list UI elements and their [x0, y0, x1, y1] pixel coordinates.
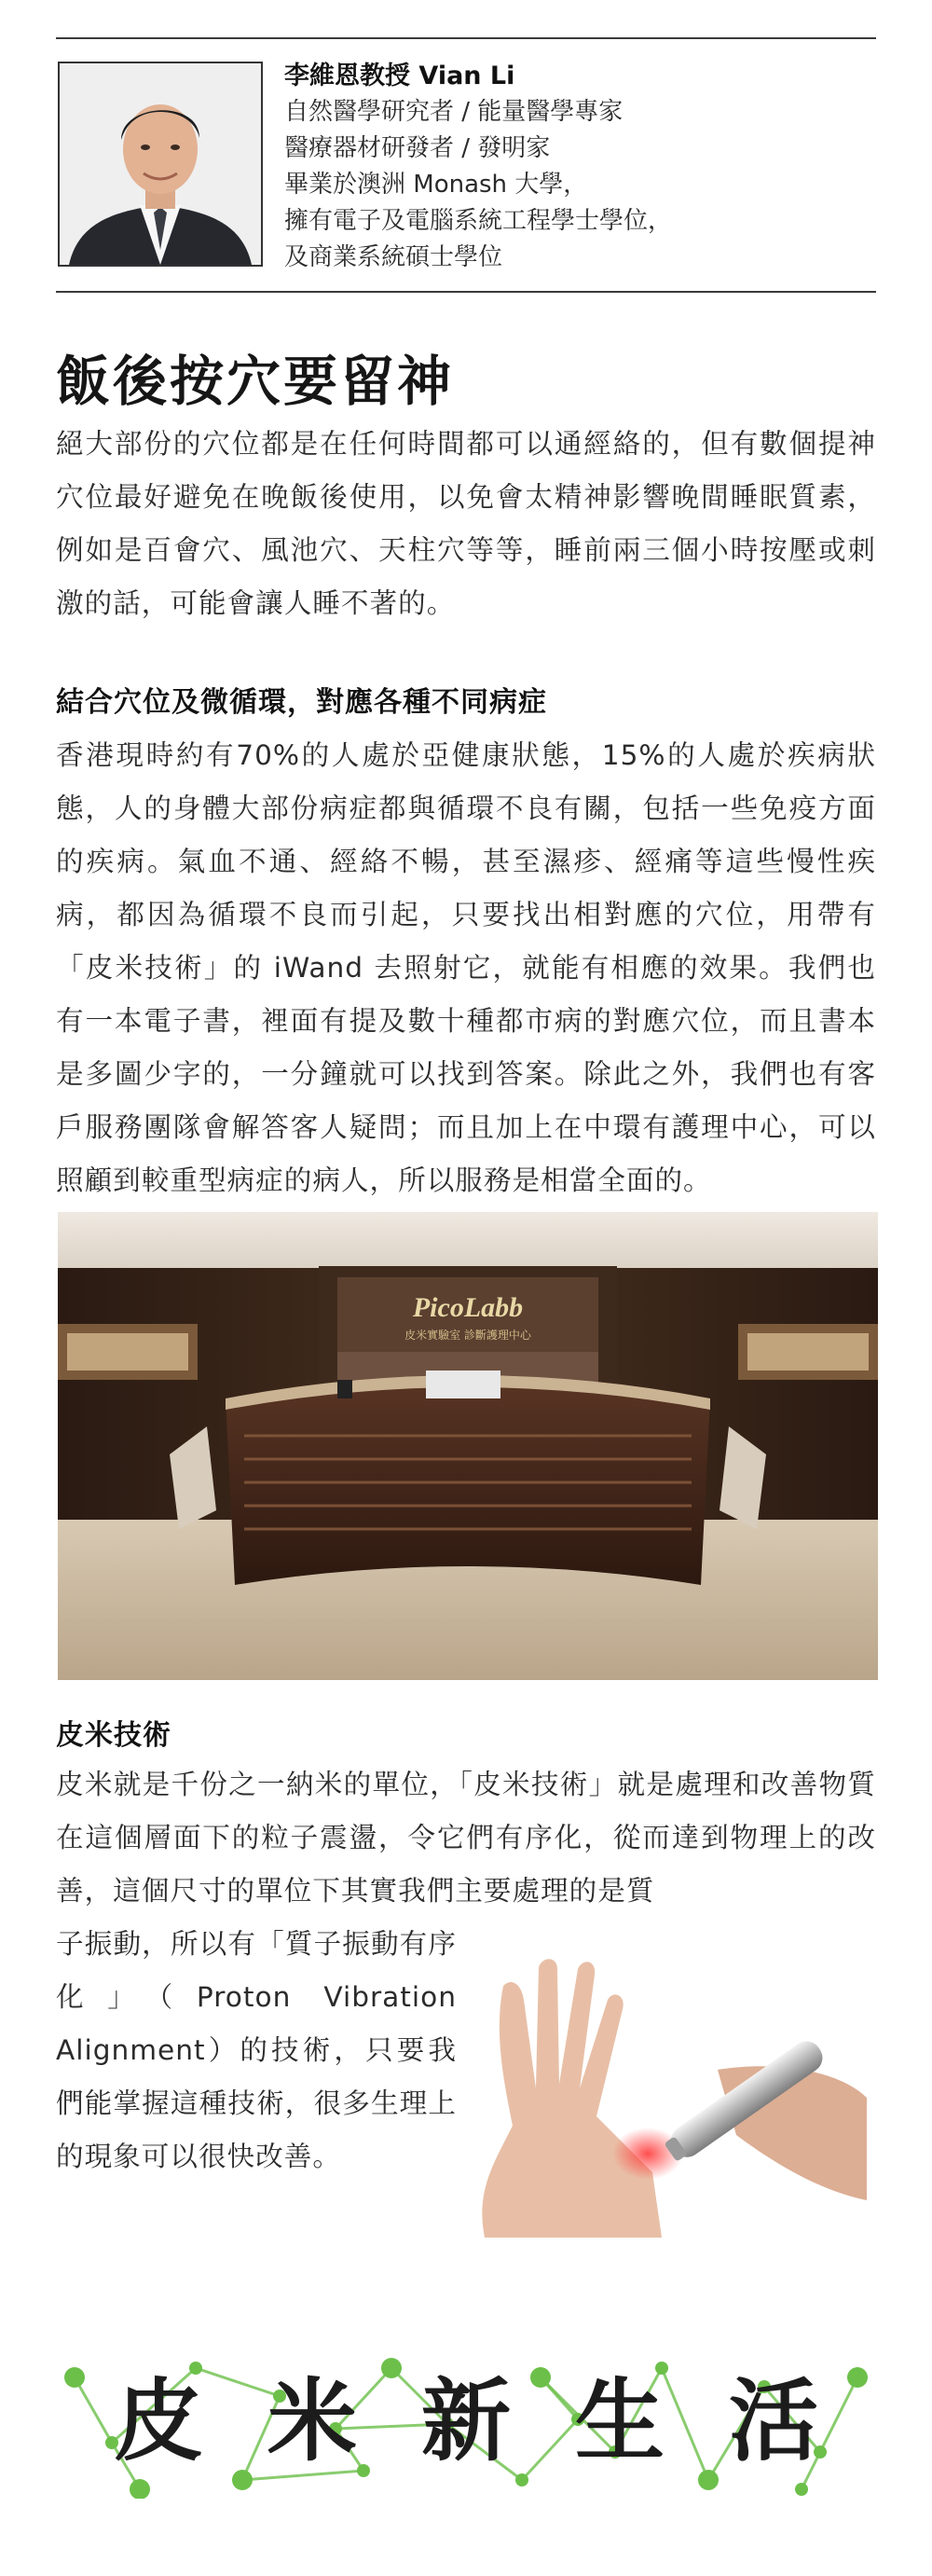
- hand-device-photo: [466, 1958, 876, 2238]
- section-body: 皮米就是千份之一納米的單位，「皮米技術」就是處理和改善物質在這個層面下的粒子震盪，令它們有序化，從而達到物理上的改善，這個尺寸的單位下其實我們主要處理的是質: [56, 1769, 876, 1907]
- section-heading: 皮米技術: [56, 1719, 171, 1752]
- network-node: [847, 2367, 868, 2388]
- article-headline: 飯後按穴要留神: [56, 350, 455, 413]
- brand-banner: [56, 2340, 876, 2499]
- banner-art: [56, 2340, 876, 2499]
- section-body: 香港現時約有70%的人處於亞健康狀態，15%的人處於疾病狀態，人的身體大部份病症都與循環不良有關，包括一些免疫方面的疾病。氣血不通、經絡不暢，甚至濕疹、經痛等這些慢性疾病，都因為循環不良而引起，只要找出相對應的穴位，用帶有「皮米技術」的 iWand 去照射它，就能有相應的效果。我們也有一本電子書，裡面有提及數十種都市病的對應穴位，而且書本是多圖少字的，一分鐘就可以找到答案。除此之外，我們也有客戶服務團隊會解答客人疑問；而且加上在中環有護理中心，可以照顧到較重型病症的病人，所以服務是相當全面的。: [56, 739, 876, 1196]
- author-bio-line: 及商業系統碩士學位: [284, 243, 503, 271]
- network-node: [515, 2473, 528, 2486]
- network-node: [698, 2470, 719, 2490]
- network-link: [820, 2377, 857, 2452]
- banner-char: 生: [575, 2368, 665, 2473]
- section-body-continued: 子振動，所以有「質子振動有序化」（Proton Vibration Alignment）的技術，只要我們能掌握這種技術，很多生理上的現象可以很快改善。: [56, 1928, 457, 2172]
- author-bio-line: 畢業於澳洲 Monash 大學，: [284, 171, 588, 199]
- network-node: [130, 2479, 150, 2499]
- top-divider: [56, 37, 876, 39]
- network-link: [662, 2368, 708, 2480]
- clinic-sign-brand: PicoLabb: [412, 1292, 524, 1323]
- bottom-divider: [56, 291, 876, 293]
- author-portrait: [58, 62, 263, 267]
- network-link: [522, 2419, 578, 2480]
- network-node: [530, 2367, 551, 2388]
- author-bio-line: 自然醫學研究者 / 能量醫學專家: [284, 98, 624, 126]
- network-node: [357, 2464, 370, 2477]
- banner-char: 活: [729, 2368, 818, 2473]
- banner-char: 米: [267, 2368, 357, 2473]
- intro-paragraph: 絕大部份的穴位都是在任何時間都可以通經絡的，但有數個提神穴位最好避免在晚飯後使用，以免會太精神影響晚間睡眠質素，例如是百會穴、風池穴、天柱穴等等，睡前兩三個小時按壓或刺激的話，可能會讓人睡不著的。: [56, 428, 876, 619]
- network-node: [64, 2367, 85, 2388]
- banner-char: 新: [421, 2368, 511, 2473]
- banner-char: 皮: [114, 2368, 203, 2473]
- clinic-sign-subtitle: 皮米實驗室 診斷護理中心: [404, 1329, 531, 1342]
- author-bio-line: 擁有電子及電腦系統工程學士學位，: [284, 207, 673, 235]
- author-name: 李維恩教授 Vian Li: [284, 62, 515, 90]
- network-node: [232, 2470, 253, 2490]
- network-node: [381, 2358, 402, 2378]
- clinic-reception-photo: [58, 1212, 878, 1680]
- network-node: [795, 2483, 808, 2496]
- author-bio-line: 醫療器材研發者 / 發明家: [284, 134, 551, 162]
- section-heading: 結合穴位及微循環，對應各種不同病症: [56, 686, 547, 719]
- network-link: [75, 2377, 112, 2443]
- author-bio: [284, 58, 862, 276]
